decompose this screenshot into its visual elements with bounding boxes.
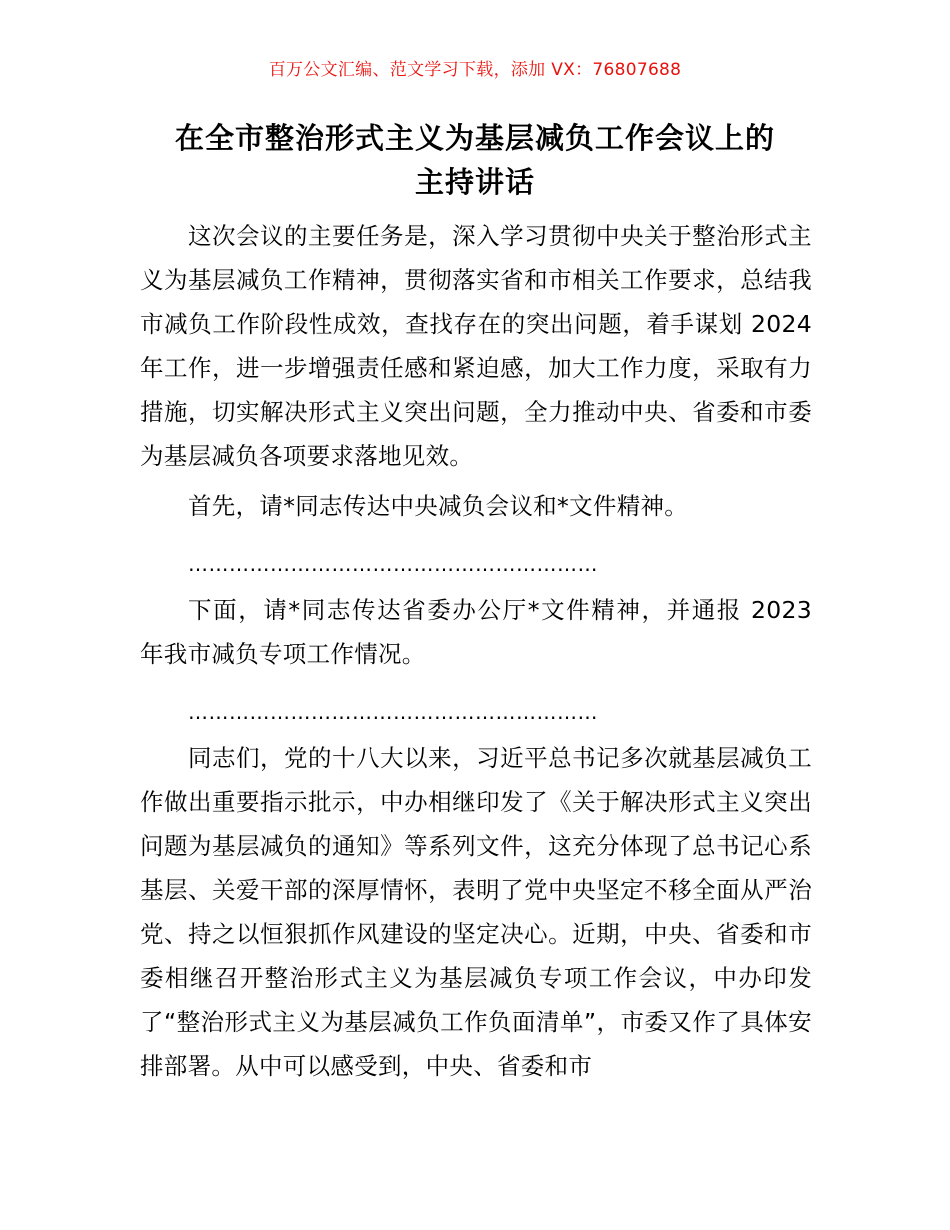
paragraph-first: 首先，请*同志传达中央减负会议和*文件精神。	[188, 492, 689, 520]
paragraph-next: 下面，请*同志传达省委办公厅*文件精神，并通报 2023 年我市减负专项工作情况。	[140, 596, 812, 668]
title-line-2: 主持讲话	[414, 165, 535, 199]
ellipsis-separator-2: ……………………………………………………	[188, 700, 598, 724]
header-banner: 百万公文汇编、范文学习下载，添加 VX：76807688	[268, 60, 682, 80]
paragraph-intro: 这次会议的主要任务是，深入学习贯彻中央关于整治形式主义为基层减负工作精神，贯彻落实省和市相关工作要求，总结我市减负工作阶段性成效，查找存在的突出问题，着手谋划 2024 年工作，进一步增强责任感和紧迫感，加大工作力度，采取有力措施，切实解决形式主义突出问题，全力推动中央、省委和市委为基层减负各项要求落地见效。	[140, 222, 812, 470]
document-title	[120, 116, 830, 204]
ellipsis-separator-1: ……………………………………………………	[188, 552, 598, 576]
paragraph-main: 同志们，党的十八大以来，习近平总书记多次就基层减负工作做出重要指示批示，中办相继印发了《关于解决形式主义突出问题为基层减负的通知》等系列文件，这充分体现了总书记心系基层、关爱干部的深厚情怀，表明了党中央坚定不移全面从严治党、持之以恒狠抓作风建设的坚定决心。近期，中央、省委和市委相继召开整治形式主义为基层减负专项工作会议，中办印发了“整治形式主义为基层减负工作负面清单”，市委又作了具体安排部署。从中可以感受到，中央、省委和市	[140, 744, 812, 1080]
title-line-1: 在全市整治形式主义为基层减负工作会议上的	[174, 121, 775, 155]
